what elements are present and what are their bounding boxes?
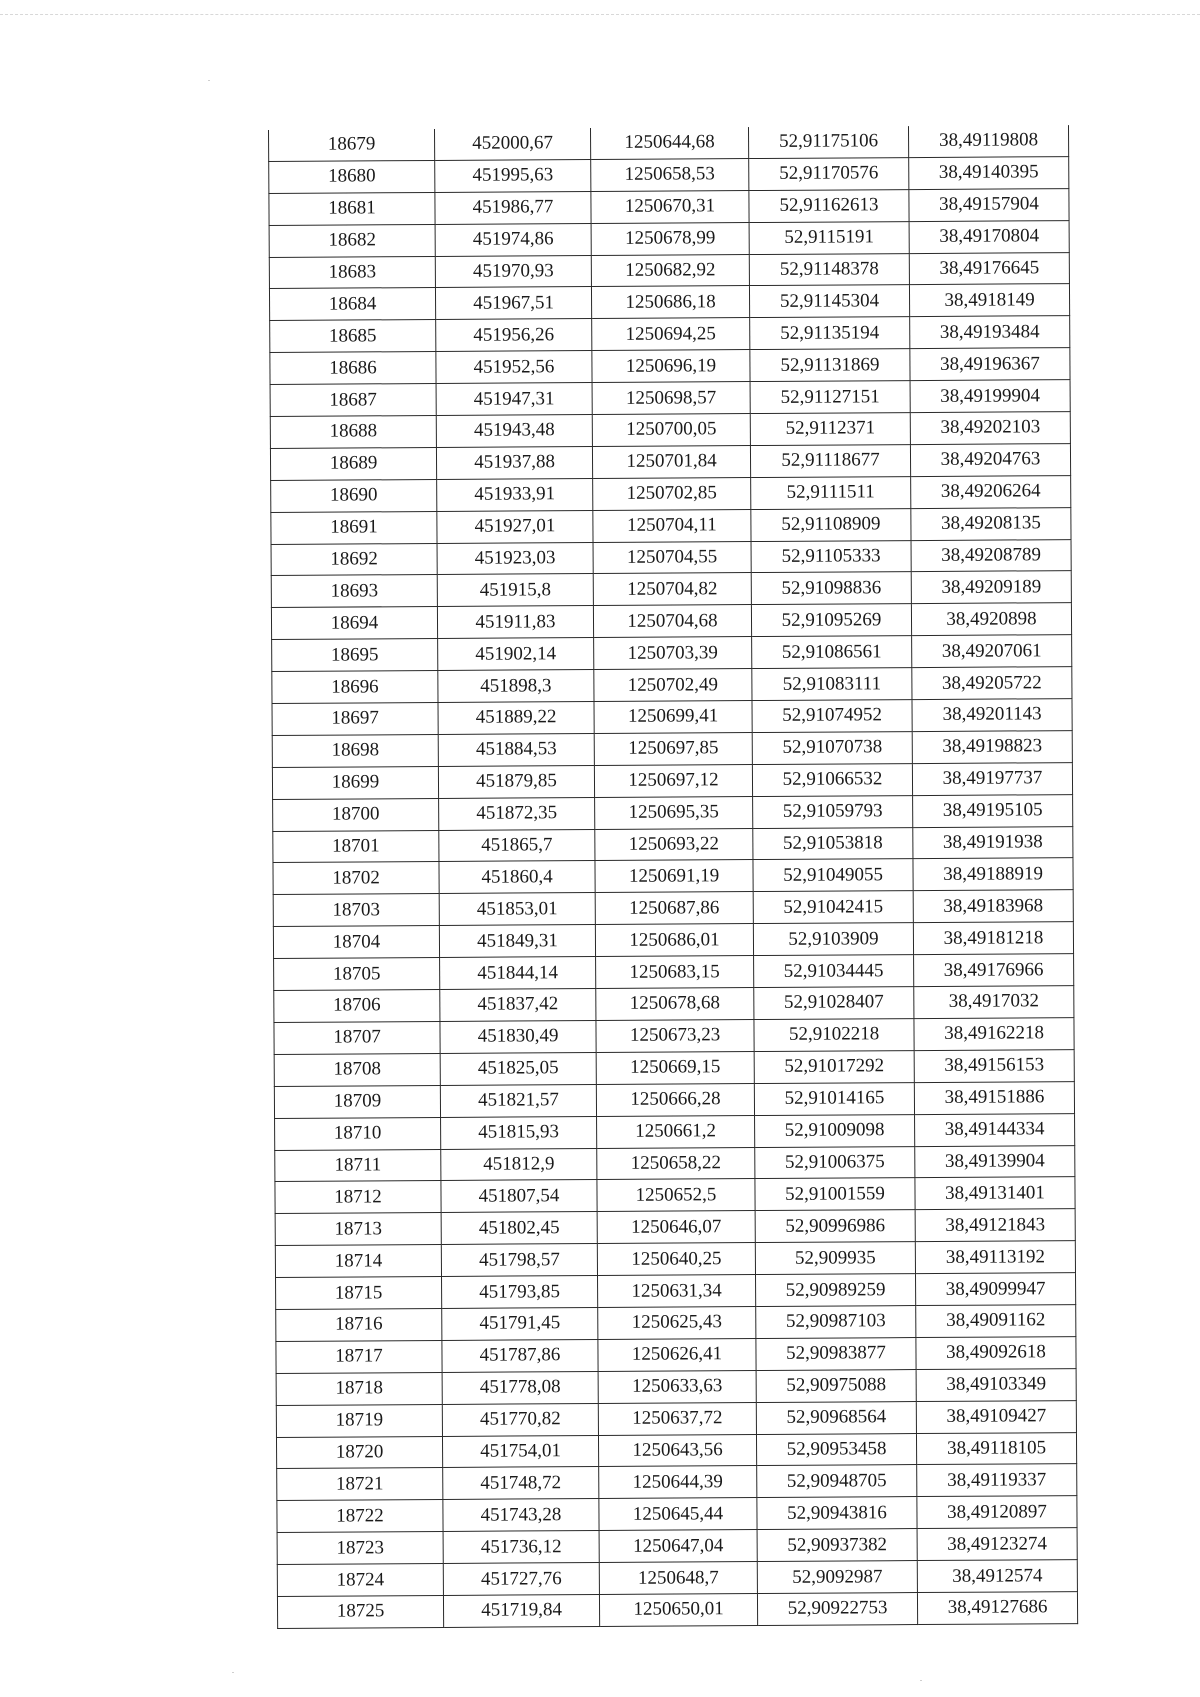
longitude-cell: 38,49119337 [917,1464,1077,1497]
x-coordinate-cell: 451970,93 [435,255,591,288]
y-coordinate-cell: 1250702,49 [594,669,752,702]
x-coordinate-cell: 451791,45 [442,1307,598,1340]
y-coordinate-cell: 1250673,23 [596,1019,754,1052]
point-number-cell: 18718 [276,1372,442,1405]
latitude-cell: 52,9092987 [757,1561,917,1594]
longitude-cell: 38,49202103 [910,412,1070,445]
point-number-cell: 18714 [275,1245,441,1278]
table-row [269,220,1069,257]
y-coordinate-cell: 1250625,43 [598,1306,756,1339]
y-coordinate-cell: 1250626,41 [598,1338,756,1371]
y-coordinate-cell: 1250682,92 [591,254,749,287]
point-number-cell: 18690 [271,479,437,512]
point-number-cell: 18687 [270,384,436,417]
latitude-cell: 52,91001559 [755,1178,915,1211]
y-coordinate-cell: 1250695,35 [595,796,753,829]
y-coordinate-cell: 1250699,41 [594,701,752,734]
latitude-cell: 52,9112371 [750,413,910,446]
longitude-cell: 38,49120897 [917,1496,1077,1529]
table-row [277,1496,1077,1533]
y-coordinate-cell: 1250701,84 [592,445,750,478]
y-coordinate-cell: 1250643,56 [598,1434,756,1467]
longitude-cell: 38,49157904 [909,188,1069,221]
longitude-cell: 38,49109427 [916,1400,1076,1433]
point-number-cell: 18722 [277,1500,443,1533]
table-row [273,794,1073,831]
x-coordinate-cell: 451812,9 [441,1148,597,1181]
latitude-cell: 52,91098836 [751,572,911,605]
scan-speck [920,1680,922,1681]
latitude-cell: 52,90968564 [756,1401,916,1434]
x-coordinate-cell: 451770,82 [442,1403,598,1436]
point-number-cell: 18685 [270,320,436,353]
point-number-cell: 18719 [276,1404,442,1437]
point-number-cell: 18697 [272,703,438,736]
latitude-cell: 52,91095269 [751,604,911,637]
point-number-cell: 18695 [272,639,438,672]
latitude-cell: 52,90989259 [756,1274,916,1307]
table-row [272,731,1072,768]
y-coordinate-cell: 1250686,18 [591,286,749,319]
longitude-cell: 38,49139904 [915,1145,1075,1178]
point-number-cell: 18716 [276,1308,442,1341]
y-coordinate-cell: 1250678,68 [596,988,754,1021]
table-row [272,762,1072,799]
latitude-cell: 52,91014165 [754,1082,914,1115]
longitude-cell: 38,49162218 [914,1018,1074,1051]
x-coordinate-cell: 451872,35 [439,797,595,830]
longitude-cell: 38,49170804 [909,220,1069,253]
longitude-cell: 38,4920898 [911,603,1071,636]
latitude-cell: 52,9102218 [754,1019,914,1052]
x-coordinate-cell: 451821,57 [440,1084,596,1117]
table-row [273,858,1073,895]
x-coordinate-cell: 451736,12 [443,1531,599,1564]
y-coordinate-cell: 1250637,72 [598,1402,756,1435]
x-coordinate-cell: 451902,14 [438,638,594,671]
x-coordinate-cell: 451719,84 [443,1594,599,1627]
point-number-cell: 18711 [275,1149,441,1182]
latitude-cell: 52,91131869 [750,349,910,382]
longitude-cell: 38,49118105 [916,1432,1076,1465]
x-coordinate-cell: 451802,45 [441,1212,597,1245]
table-row [269,188,1069,225]
longitude-cell: 38,49091162 [916,1305,1076,1338]
x-coordinate-cell: 451974,86 [435,223,591,256]
point-number-cell: 18696 [272,671,438,704]
point-number-cell: 18702 [273,862,439,895]
longitude-cell: 38,49188919 [913,858,1073,891]
point-number-cell: 18704 [273,926,439,959]
longitude-cell: 38,49121843 [915,1209,1075,1242]
x-coordinate-cell: 451952,56 [436,351,592,384]
x-coordinate-cell: 451815,93 [441,1116,597,1149]
longitude-cell: 38,49199904 [910,380,1070,413]
point-number-cell: 18725 [277,1595,443,1628]
table-row [273,826,1073,863]
point-number-cell: 18713 [275,1213,441,1246]
table-row [275,1177,1075,1214]
x-coordinate-cell: 451778,08 [442,1371,598,1404]
latitude-cell: 52,909935 [755,1242,915,1275]
table-row [277,1528,1077,1565]
latitude-cell: 52,91066532 [752,763,912,796]
longitude-cell: 38,49144334 [915,1113,1075,1146]
latitude-cell: 52,9111511 [751,476,911,509]
table-row [269,125,1069,161]
x-coordinate-cell: 451923,03 [437,542,593,575]
y-coordinate-cell: 1250694,25 [592,318,750,351]
point-number-cell: 18723 [277,1532,443,1565]
coordinates-table-body [269,125,1078,1628]
point-number-cell: 18694 [271,607,437,640]
point-number-cell: 18691 [271,511,437,544]
latitude-cell: 52,90943816 [757,1497,917,1530]
table-row [269,252,1069,289]
y-coordinate-cell: 1250696,19 [592,350,750,383]
table-row [276,1336,1076,1373]
x-coordinate-cell: 451849,31 [439,925,595,958]
y-coordinate-cell: 1250652,5 [597,1179,755,1212]
longitude-cell: 38,49196367 [910,348,1070,381]
scan-top-edge [0,14,1200,15]
y-coordinate-cell: 1250647,04 [599,1530,757,1563]
table-row [273,890,1073,927]
y-coordinate-cell: 1250661,2 [597,1115,755,1148]
x-coordinate-cell: 451793,85 [442,1276,598,1309]
y-coordinate-cell: 1250704,55 [593,541,751,574]
longitude-cell: 38,49127686 [917,1592,1077,1625]
longitude-cell: 38,4918149 [909,284,1069,317]
coordinates-table [268,125,1078,1629]
x-coordinate-cell: 451853,01 [439,893,595,926]
latitude-cell: 52,91145304 [749,285,909,318]
latitude-cell: 52,91162613 [749,189,909,222]
latitude-cell: 52,9115191 [749,221,909,254]
scan-speck [232,1672,234,1673]
x-coordinate-cell: 451748,72 [443,1467,599,1500]
longitude-cell: 38,49201143 [912,699,1072,732]
point-number-cell: 18707 [274,1021,440,1054]
point-number-cell: 18681 [269,192,435,225]
point-number-cell: 18700 [273,798,439,831]
point-number-cell: 18686 [270,352,436,385]
y-coordinate-cell: 1250648,7 [599,1562,757,1595]
y-coordinate-cell: 1250700,05 [592,414,750,447]
x-coordinate-cell: 451889,22 [438,702,594,735]
point-number-cell: 18720 [276,1436,442,1469]
point-number-cell: 18715 [276,1277,442,1310]
latitude-cell: 52,91108909 [751,508,911,541]
longitude-cell: 38,49191938 [913,826,1073,859]
table-row [273,922,1073,959]
point-number-cell: 18724 [277,1564,443,1597]
latitude-cell: 52,91070738 [752,731,912,764]
longitude-cell: 38,4912574 [917,1560,1077,1593]
x-coordinate-cell: 451844,14 [440,957,596,990]
table-row [271,475,1071,512]
longitude-cell: 38,49209189 [911,571,1071,604]
y-coordinate-cell: 1250640,25 [597,1243,755,1276]
longitude-cell: 38,49131401 [915,1177,1075,1210]
x-coordinate-cell: 451947,31 [436,383,592,416]
x-coordinate-cell: 451937,88 [436,446,592,479]
table-row [274,1018,1074,1055]
table-row [274,1081,1074,1118]
longitude-cell: 38,49207061 [912,635,1072,668]
longitude-cell: 38,49208135 [911,507,1071,540]
x-coordinate-cell: 451943,48 [436,415,592,448]
table-row [274,986,1074,1023]
point-number-cell: 18698 [272,734,438,767]
latitude-cell: 52,91175106 [748,126,908,158]
latitude-cell: 52,91028407 [754,987,914,1020]
longitude-cell: 38,49140395 [909,157,1069,190]
longitude-cell: 38,49195105 [913,794,1073,827]
x-coordinate-cell: 451754,01 [442,1435,598,1468]
longitude-cell: 38,49156153 [914,1049,1074,1082]
point-number-cell: 18701 [273,830,439,863]
y-coordinate-cell: 1250633,63 [598,1370,756,1403]
y-coordinate-cell: 1250666,28 [596,1083,754,1116]
point-number-cell: 18717 [276,1340,442,1373]
latitude-cell: 52,91009098 [755,1114,915,1147]
x-coordinate-cell: 451807,54 [441,1180,597,1213]
x-coordinate-cell: 451825,05 [440,1052,596,1085]
longitude-cell: 38,49208789 [911,539,1071,572]
latitude-cell: 52,90937382 [757,1529,917,1562]
latitude-cell: 52,91049055 [753,859,913,892]
y-coordinate-cell: 1250703,39 [594,637,752,670]
longitude-cell: 38,49092618 [916,1336,1076,1369]
y-coordinate-cell: 1250670,31 [591,190,749,223]
x-coordinate-cell: 451860,4 [439,861,595,894]
y-coordinate-cell: 1250687,86 [595,892,753,925]
table-row [275,1145,1075,1182]
latitude-cell: 52,91034445 [754,955,914,988]
y-coordinate-cell: 1250650,01 [599,1594,757,1627]
table-row [272,667,1072,704]
point-number-cell: 18708 [274,1053,440,1086]
y-coordinate-cell: 1250691,19 [595,860,753,893]
table-row [269,157,1069,194]
x-coordinate-cell: 451911,83 [437,606,593,639]
y-coordinate-cell: 1250697,85 [594,732,752,765]
table-row [272,635,1072,672]
point-number-cell: 18680 [269,160,435,193]
point-number-cell: 18684 [269,288,435,321]
longitude-cell: 38,49119808 [908,125,1068,157]
latitude-cell: 52,90983877 [756,1337,916,1370]
point-number-cell: 18703 [273,894,439,927]
latitude-cell: 52,91135194 [750,317,910,350]
latitude-cell: 52,90975088 [756,1369,916,1402]
latitude-cell: 52,91059793 [753,795,913,828]
y-coordinate-cell: 1250658,53 [591,158,749,191]
table-row [275,1241,1075,1278]
latitude-cell: 52,91053818 [753,827,913,860]
point-number-cell: 18710 [275,1117,441,1150]
y-coordinate-cell: 1250644,68 [590,127,748,159]
point-number-cell: 18705 [274,958,440,991]
y-coordinate-cell: 1250698,57 [592,382,750,415]
longitude-cell: 38,49176966 [914,954,1074,987]
longitude-cell: 38,49181218 [913,922,1073,955]
table-row [276,1368,1076,1405]
y-coordinate-cell: 1250658,22 [597,1147,755,1180]
y-coordinate-cell: 1250704,68 [593,605,751,638]
latitude-cell: 52,91118677 [750,444,910,477]
table-row [271,507,1071,544]
table-row [277,1592,1077,1629]
x-coordinate-cell: 451898,3 [438,670,594,703]
longitude-cell: 38,49198823 [912,731,1072,764]
table-row [272,699,1072,736]
y-coordinate-cell: 1250693,22 [595,828,753,861]
y-coordinate-cell: 1250669,15 [596,1051,754,1084]
latitude-cell: 52,90922753 [757,1593,917,1626]
table-row [270,444,1070,481]
longitude-cell: 38,49113192 [915,1241,1075,1274]
longitude-cell: 38,49151886 [914,1081,1074,1114]
table-row [270,316,1070,353]
y-coordinate-cell: 1250697,12 [594,764,752,797]
x-coordinate-cell: 451915,8 [437,574,593,607]
point-number-cell: 18706 [274,990,440,1023]
table-row [271,571,1071,608]
y-coordinate-cell: 1250704,11 [593,509,751,542]
latitude-cell: 52,90948705 [757,1465,917,1498]
x-coordinate-cell: 451743,28 [443,1499,599,1532]
latitude-cell: 52,91017292 [754,1050,914,1083]
table-row [270,380,1070,417]
longitude-cell: 38,49197737 [912,762,1072,795]
x-coordinate-cell: 451986,77 [435,191,591,224]
latitude-cell: 52,91042415 [753,891,913,924]
point-number-cell: 18689 [270,447,436,480]
latitude-cell: 52,91086561 [752,636,912,669]
latitude-cell: 52,91006375 [755,1146,915,1179]
x-coordinate-cell: 451865,7 [439,829,595,862]
longitude-cell: 38,49176645 [909,252,1069,285]
point-number-cell: 18688 [270,415,436,448]
table-row [276,1432,1076,1469]
table-row [275,1209,1075,1246]
table-row [276,1305,1076,1342]
point-number-cell: 18721 [277,1468,443,1501]
table-row [270,348,1070,385]
latitude-cell: 52,91127151 [750,381,910,414]
longitude-cell: 38,4917032 [914,986,1074,1019]
point-number-cell: 18692 [271,543,437,576]
x-coordinate-cell: 451933,91 [437,478,593,511]
y-coordinate-cell: 1250631,34 [598,1275,756,1308]
table-row [271,603,1071,640]
longitude-cell: 38,49206264 [911,475,1071,508]
y-coordinate-cell: 1250702,85 [593,477,751,510]
x-coordinate-cell: 451798,57 [441,1244,597,1277]
x-coordinate-cell: 451884,53 [438,733,594,766]
longitude-cell: 38,49183968 [913,890,1073,923]
latitude-cell: 52,90953458 [756,1433,916,1466]
y-coordinate-cell: 1250704,82 [593,573,751,606]
y-coordinate-cell: 1250644,39 [599,1466,757,1499]
longitude-cell: 38,49193484 [910,316,1070,349]
table-row [277,1560,1077,1597]
longitude-cell: 38,49103349 [916,1368,1076,1401]
point-number-cell: 18709 [274,1085,440,1118]
y-coordinate-cell: 1250678,99 [591,222,749,255]
table-row [276,1400,1076,1437]
y-coordinate-cell: 1250683,15 [596,956,754,989]
longitude-cell: 38,49099947 [915,1273,1075,1306]
x-coordinate-cell: 451956,26 [436,319,592,352]
table-row [274,1049,1074,1086]
x-coordinate-cell: 451727,76 [443,1563,599,1596]
longitude-cell: 38,49205722 [912,667,1072,700]
point-number-cell: 18682 [269,224,435,257]
latitude-cell: 52,91170576 [749,157,909,190]
table-row [274,954,1074,991]
point-number-cell: 18679 [269,129,435,161]
table-row [277,1464,1077,1501]
longitude-cell: 38,49204763 [910,444,1070,477]
x-coordinate-cell: 452000,67 [434,128,590,160]
x-coordinate-cell: 451787,86 [442,1339,598,1372]
scan-speck [208,80,210,81]
latitude-cell: 52,90996986 [755,1210,915,1243]
y-coordinate-cell: 1250686,01 [595,924,753,957]
latitude-cell: 52,91105333 [751,540,911,573]
longitude-cell: 38,49123274 [917,1528,1077,1561]
table-row [275,1113,1075,1150]
latitude-cell: 52,90987103 [756,1306,916,1339]
x-coordinate-cell: 451927,01 [437,510,593,543]
x-coordinate-cell: 451830,49 [440,1020,596,1053]
x-coordinate-cell: 451995,63 [435,159,591,192]
x-coordinate-cell: 451837,42 [440,989,596,1022]
point-number-cell: 18693 [271,575,437,608]
latitude-cell: 52,9103909 [753,923,913,956]
table-row [276,1273,1076,1310]
y-coordinate-cell: 1250645,44 [599,1498,757,1531]
x-coordinate-cell: 451879,85 [438,765,594,798]
x-coordinate-cell: 451967,51 [435,287,591,320]
table-row [270,412,1070,449]
table-row [271,539,1071,576]
latitude-cell: 52,91074952 [752,700,912,733]
y-coordinate-cell: 1250646,07 [597,1211,755,1244]
point-number-cell: 18699 [272,766,438,799]
table-row [269,284,1069,321]
point-number-cell: 18683 [269,256,435,289]
latitude-cell: 52,91083111 [752,668,912,701]
point-number-cell: 18712 [275,1181,441,1214]
latitude-cell: 52,91148378 [749,253,909,286]
